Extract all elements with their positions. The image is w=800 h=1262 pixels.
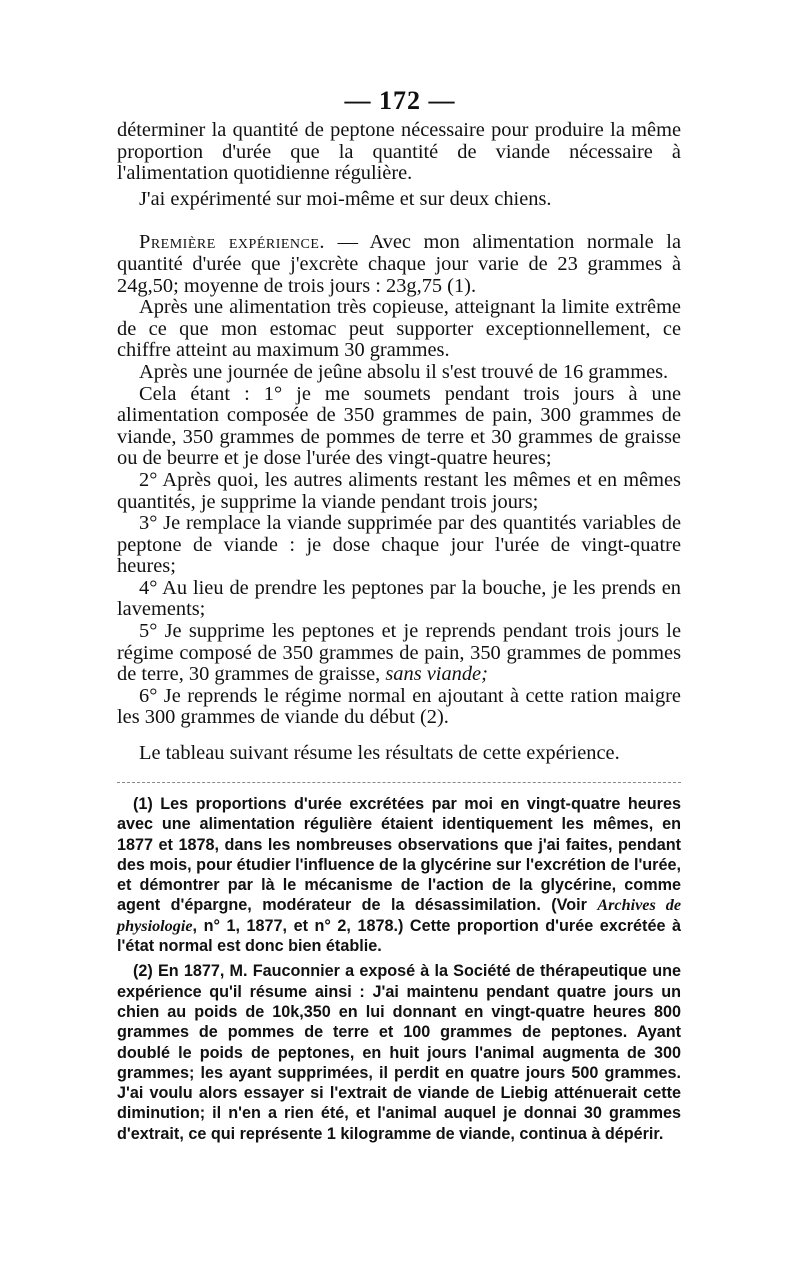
experiment-heading: Première expérience. <box>139 231 326 254</box>
paragraph-7: 2° Après quoi, les autres aliments restant les mêmes et en mêmes quantités, je supprime la viande pendant trois jours; <box>117 468 681 513</box>
experiment-intro: — Avec mon alimentation normale la quantité d'urée que j'excrète chaque jour varie de 23 grammes à 24g,50; moyenne de trois jours : 23g,75 (1). <box>117 231 681 297</box>
paragraph-9: 4° Au lieu de prendre les peptones par la bouche, je les prends en lavements; <box>117 576 681 621</box>
paragraph-8: 3° Je remplace la viande supprimée par des quantités variables de peptone de viande : je dose chaque jour l'urée de vingt-quatre heures; <box>117 512 681 578</box>
paragraph-4: Après une alimentation très copieuse, atteignant la limite extrême de ce que mon estomac peut supporter exceptionnellement, ce chiffre atteint au maximum 30 grammes. <box>117 296 681 362</box>
footnote-1-b: , n° 1, 1877, et n° 2, 1878.) Cette proportion d'urée excrétée à l'état normal est donc bien établie. <box>117 916 681 956</box>
paragraph-2: J'ai expérimenté sur moi-même et sur deux chiens. <box>139 187 552 210</box>
paragraph-1: déterminer la quantité de peptone nécessaire pour produire la même proportion d'urée que la quantité de viande nécessaire à l'alimentation quotidienne régulière. <box>117 119 681 185</box>
paragraph-10-main: 5° Je supprime les peptones et je reprends pendant trois jours le régime composé de 350 grammes de pain, 350 grammes de pommes de terre, 30 grammes de graisse, <box>117 620 681 686</box>
footnote-1 <box>117 794 681 956</box>
footnotes <box>117 794 681 1144</box>
paragraph-10 <box>117 621 681 686</box>
footnote-1-a: (1) Les proportions d'urée excrétées par moi en vingt-quatre heures avec une alimentation régulière étaient identiquement les mêmes, en 1877 et 1878, dans les nombreuses observations que j'ai faites, pendant des mois, pour étudier l'influence de la glycérine sur l'excrétion de l'urée, et démontrer par là le mécanisme de l'action de la glycérine, comme agent d'épargne, modérateur de la désassimilation. (Voir <box>117 795 681 915</box>
page-number: — 172 — <box>344 86 456 115</box>
paragraph-first-experiment <box>117 232 681 297</box>
paragraph-6: Cela étant : 1° je me soumets pendant trois jours à une alimentation composée de 350 grammes de pain, 300 grammes de viande, 350 grammes de pommes de terre et 30 grammes de graisse ou de beurre et je dose l'urée des vingt-quatre heures; <box>117 382 681 470</box>
paragraph-11: 6° Je reprends le régime normal en ajoutant à cette ration maigre les 300 grammes de viande du début (2). <box>117 684 681 729</box>
footnote-1-italic: Archives de physiologie <box>117 896 681 935</box>
footnote-2: (2) En 1877, M. Fauconnier a exposé à la Société de thérapeutique une expérience qu'il résume ainsi : J'ai maintenu pendant quatre jours un chien au poids de 10k,350 en lui donnant en vingt-quatre heures 800 grammes de pommes de terre et 100 grammes de peptones. Ayant doublé le poids de peptones, en huit jours l'animal augmenta de 300 grammes; les ayant supprimées, il perdit en quatre jours 500 grammes. J'ai voulu alors essayer si l'extrait de viande de Liebig atténuerait cette diminution; il n'en a rien été, et l'animal auquel je donnai 30 grammes d'extrait, ce qui représente 1 kilogramme de viande, continua à dépérir. <box>117 962 681 1143</box>
main-text <box>117 120 681 765</box>
paragraph-5: Après une journée de jeûne absolu il s'est trouvé de 16 grammes. <box>139 360 669 383</box>
paragraph-12: Le tableau suivant résume les résultats de cette expérience. <box>139 742 620 765</box>
footnote-divider <box>117 782 681 783</box>
paragraph-10-italic: sans viande; <box>385 663 488 686</box>
